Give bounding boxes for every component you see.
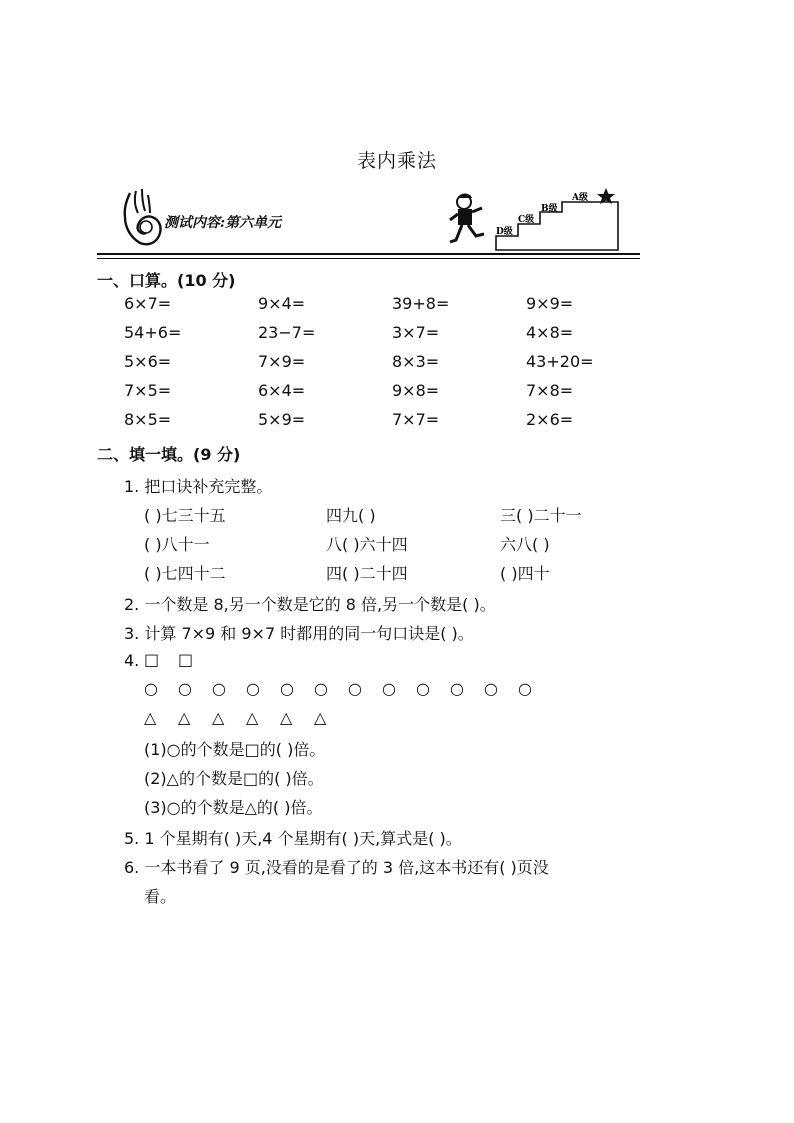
calc-item: 7×9= xyxy=(258,352,306,371)
square-shape: □ xyxy=(178,650,194,669)
q4-sub-1[interactable]: (1)○的个数是□的( )倍。 xyxy=(144,740,326,759)
ok-hand-icon xyxy=(116,187,166,249)
calc-item: 2×6= xyxy=(526,410,574,429)
q1-blank[interactable]: 四九( ) xyxy=(326,506,376,525)
q1-blank[interactable]: ( )七三十五 xyxy=(144,506,226,525)
header-rule xyxy=(97,253,640,255)
square-shape: □ xyxy=(144,650,160,669)
level-stairs-diagram xyxy=(494,186,620,252)
calc-item: 7×7= xyxy=(392,410,440,429)
calc-item: 54+6= xyxy=(124,323,182,342)
q1-blank[interactable]: 六八( ) xyxy=(500,535,550,554)
header-rule-thin xyxy=(97,258,640,259)
q6-text-line2: 看。 xyxy=(144,887,177,906)
calc-item: 9×8= xyxy=(392,381,440,400)
triangle-shape: △ xyxy=(178,708,191,727)
q1-blank[interactable]: ( )四十 xyxy=(500,564,550,583)
q6-text-line1[interactable]: 6. 一本书看了 9 页,没看的是看了的 3 倍,这本书还有( )页没 xyxy=(124,858,549,877)
q4-squares xyxy=(144,650,212,669)
q4-circles xyxy=(144,679,552,698)
circle-shape: ○ xyxy=(484,679,498,698)
calc-item: 39+8= xyxy=(392,294,450,313)
page-title: 表内乘法 xyxy=(356,150,437,172)
level-d: D级 xyxy=(496,227,513,237)
calc-item: 4×8= xyxy=(526,323,574,342)
calc-item: 23−7= xyxy=(258,323,316,342)
triangle-shape: △ xyxy=(212,708,225,727)
circle-shape: ○ xyxy=(280,679,294,698)
circle-shape: ○ xyxy=(178,679,192,698)
calc-item: 43+20= xyxy=(526,352,594,371)
level-c: C级 xyxy=(518,215,535,225)
level-b: B级 xyxy=(541,204,558,214)
calc-item: 3×7= xyxy=(392,323,440,342)
calc-item: 8×5= xyxy=(124,410,172,429)
running-kid-icon xyxy=(448,192,490,250)
circle-shape: ○ xyxy=(518,679,532,698)
circle-shape: ○ xyxy=(246,679,260,698)
calc-item: 5×9= xyxy=(258,410,306,429)
q5-text[interactable]: 5. 1 个星期有( )天,4 个星期有( )天,算式是( )。 xyxy=(124,829,462,848)
q1-blank[interactable]: 四( )二十四 xyxy=(326,564,408,583)
triangle-shape: △ xyxy=(280,708,293,727)
q1-prompt: 1. 把口诀补充完整。 xyxy=(124,477,273,496)
section2-heading: 二、填一填。(9 分) xyxy=(97,445,241,464)
circle-shape: ○ xyxy=(416,679,430,698)
q1-blank[interactable]: 三( )二十一 xyxy=(500,506,582,525)
q2-text[interactable]: 2. 一个数是 8,另一个数是它的 8 倍,另一个数是( )。 xyxy=(124,595,496,614)
circle-shape: ○ xyxy=(450,679,464,698)
calc-item: 7×8= xyxy=(526,381,574,400)
q4-sub-3[interactable]: (3)○的个数是△的( )倍。 xyxy=(144,798,323,817)
triangle-shape: △ xyxy=(144,708,157,727)
triangle-shape: △ xyxy=(314,708,327,727)
q3-text[interactable]: 3. 计算 7×9 和 9×7 时都用的同一句口诀是( )。 xyxy=(124,624,474,643)
level-a: A级 xyxy=(572,193,588,203)
calc-item: 9×4= xyxy=(258,294,306,313)
circle-shape: ○ xyxy=(382,679,396,698)
circle-shape: ○ xyxy=(314,679,328,698)
section1-heading: 一、口算。(10 分) xyxy=(97,271,236,290)
q1-blank[interactable]: 八( )六十四 xyxy=(326,535,408,554)
circle-shape: ○ xyxy=(144,679,158,698)
mental-math-grid xyxy=(124,294,660,439)
calc-item: 6×4= xyxy=(258,381,306,400)
q4-label: 4. xyxy=(124,651,140,670)
q1-blank[interactable]: ( )七四十二 xyxy=(144,564,226,583)
q4-triangles xyxy=(144,708,348,727)
calc-item: 8×3= xyxy=(392,352,440,371)
q4-sub-2[interactable]: (2)△的个数是□的( )倍。 xyxy=(144,769,324,788)
triangle-shape: △ xyxy=(246,708,259,727)
calc-item: 9×9= xyxy=(526,294,574,313)
q1-blank[interactable]: ( )八十一 xyxy=(144,535,210,554)
test-content-label: 测试内容:第六单元 xyxy=(164,215,282,231)
circle-shape: ○ xyxy=(348,679,362,698)
circle-shape: ○ xyxy=(212,679,226,698)
calc-item: 6×7= xyxy=(124,294,172,313)
calc-item: 5×6= xyxy=(124,352,172,371)
calc-item: 7×5= xyxy=(124,381,172,400)
